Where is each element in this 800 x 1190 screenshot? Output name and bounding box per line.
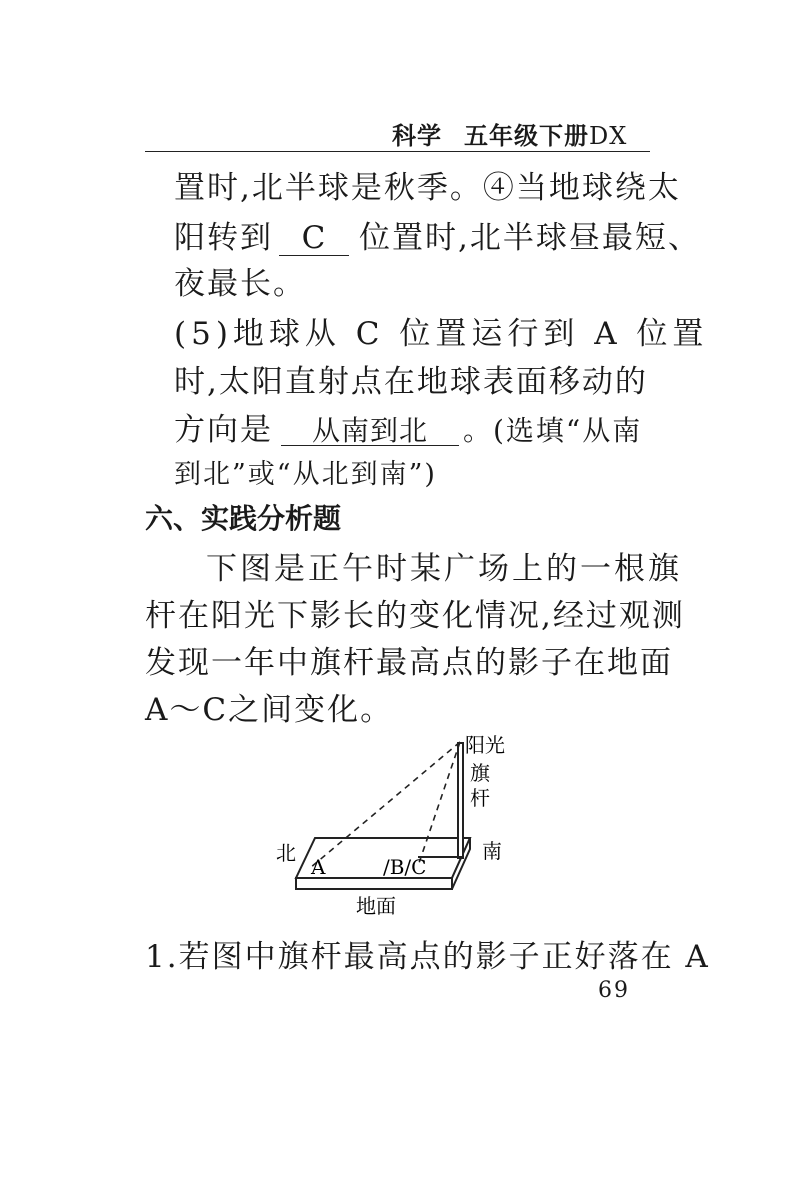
label-point-bc: /B/C xyxy=(383,855,427,879)
q5-line-3-pre: 方向是 xyxy=(174,412,273,448)
question-1: 1.若图中旗杆最高点的影子正好落在 A xyxy=(145,939,710,975)
q5-line-1: (5)地球从 C 位置运行到 A 位置 xyxy=(174,316,709,352)
section-para-2: 杆在阳光下影长的变化情况,经过观测 xyxy=(145,598,685,634)
label-ground: 地面 xyxy=(356,894,396,918)
label-sun: 阳光 xyxy=(465,733,505,757)
q4-line-1: 置时,北半球是秋季。④当地球绕太 xyxy=(174,170,681,206)
q5-line-3-post: 。(选填“从南 xyxy=(463,414,643,447)
page-number: 69 xyxy=(598,978,630,1003)
section-para-4: A～C之间变化。 xyxy=(145,692,394,728)
flagpole xyxy=(458,743,463,858)
q4-answer-blank: C xyxy=(279,222,349,256)
header-edition: DX xyxy=(589,122,628,150)
header-subject: 科学 xyxy=(392,122,442,150)
label-pole-1: 旗 xyxy=(470,761,490,785)
section-para-1: 下图是正午时某广场上的一根旗 xyxy=(206,551,682,587)
q5-answer-blank: 从南到北 xyxy=(281,416,459,446)
header-grade: 五年级下册 xyxy=(464,122,589,150)
label-pole-2: 杆 xyxy=(470,786,490,810)
q4-line-3: 夜最长。 xyxy=(174,266,306,302)
section-title: 六、实践分析题 xyxy=(145,502,342,535)
section-para-3: 发现一年中旗杆最高点的影子在地面 xyxy=(145,645,673,681)
q5-line-4: 到北”或“从北到南”) xyxy=(174,459,437,490)
label-south: 南 xyxy=(482,839,502,863)
label-north: 北 xyxy=(276,841,296,865)
q4-line-2-post: 位置时,北半球昼最短、 xyxy=(359,220,701,256)
q5-line-2: 时,太阳直射点在地球表面移动的 xyxy=(174,364,648,400)
ground-front-face xyxy=(296,878,452,889)
q4-line-2-pre: 阳转到 xyxy=(174,220,273,256)
label-point-a: A xyxy=(311,855,326,879)
